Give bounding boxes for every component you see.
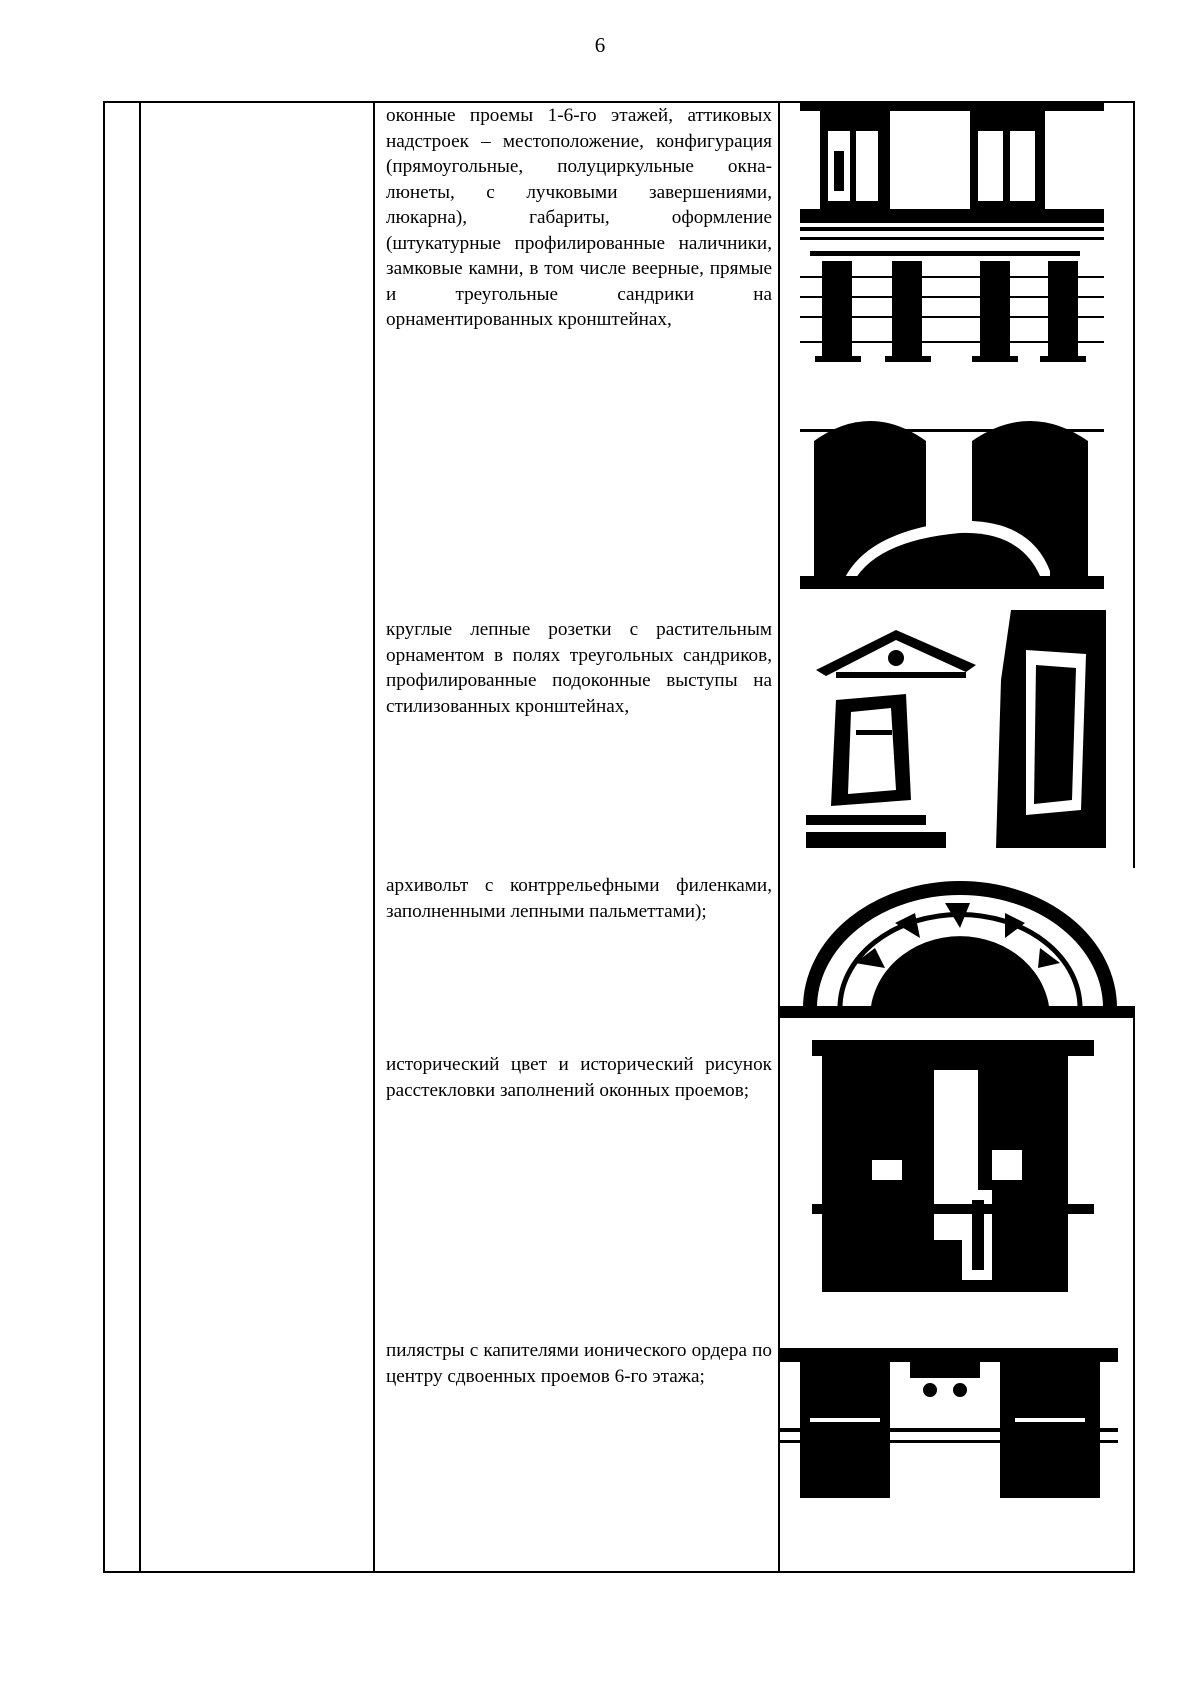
rosettes-sandriks-photo: [796, 610, 1106, 848]
cell-text-rosettes: круглые лепные розетки с растительным орнаментом в полях треугольных сандриков, профилированные подоконные выступы на стилизованных кронштейнах,: [386, 619, 772, 717]
cell-text-archivolt: архивольт с контррельефными филенками, заполненными лепными пальметтами);: [386, 875, 772, 922]
cell-text-pilasters: пилястры с капителями ионического ордера по центру сдвоенных проемов 6-го этажа;: [386, 1340, 772, 1387]
window-glazing-photo: [812, 1040, 1094, 1292]
archivolt-photo: [780, 868, 1135, 1018]
table-col-border-5: [1133, 101, 1135, 1573]
cell-text-glazing: исторический цвет и исторический рисунок расстекловки заполнений оконных проемов;: [386, 1054, 772, 1101]
table-bottom-border: [103, 1571, 1135, 1573]
facade-windows-photo: [800, 101, 1104, 589]
pilasters-photo: [780, 1318, 1118, 1498]
table-col-border-1: [103, 101, 105, 1573]
table-col-border-2: [139, 101, 141, 1573]
cell-text-windows: оконные проемы 1-6-го этажей, аттиковых надстроек – местоположение, конфигурация (прямоугольные, полуциркульные окна-люнеты, с лучковыми завершениями, люкарна), габариты, оформление (штукатурные профилированные наличники, замковые камни, в том числе веерные, прямые и треугольные сандрики на орнаментированных кронштейнах,: [386, 105, 772, 330]
table-col-border-3: [373, 101, 375, 1573]
page-number: 6: [594, 33, 606, 57]
